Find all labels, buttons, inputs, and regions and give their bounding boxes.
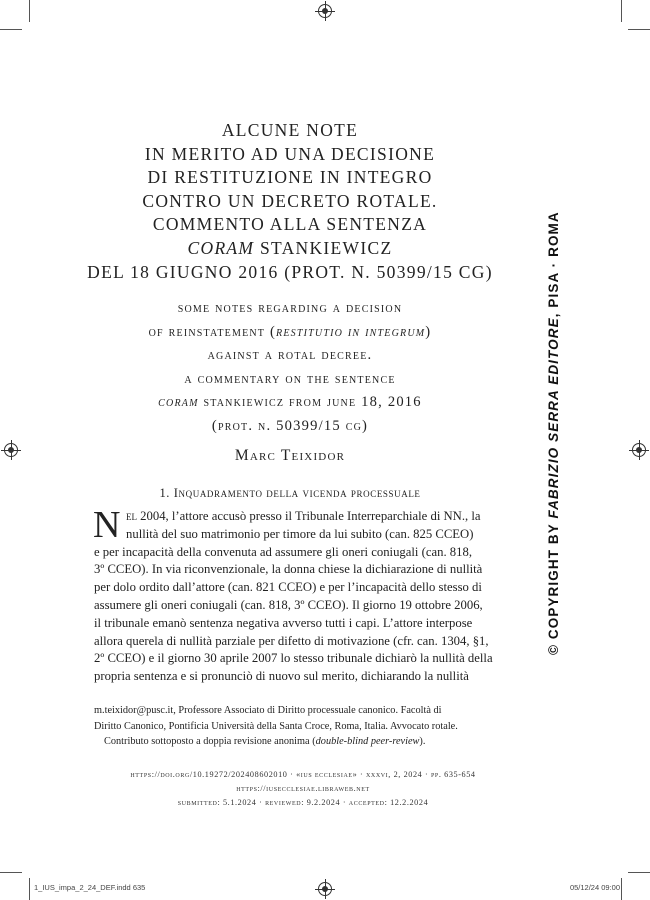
section-heading: 1. Inquadramento della vicenda processuale [159,486,421,500]
crop-mark-top-left-v [29,0,30,22]
title-italic: coram [158,394,199,411]
title-line: (prot. n. 50399/15 cg) [211,417,369,434]
title-line: a commentary on the sentence [184,370,396,387]
copyright-text: © COPYRIGHT BY [546,518,561,655]
crop-mark-top-right-h [628,29,650,30]
title-text: STANKIEWICZ [254,237,393,258]
title-line: DI RESTITUZIONE IN INTEGRO [147,167,433,188]
body-text: 2004, l’attore accusò presso il Tribunale Interreparchiale di NN., la [137,509,481,523]
footnote-text: Contributo sottoposto a doppia revisione anonima ( [104,736,316,747]
body-line: allora querela di nullità parziale per difetto di motivazione (cfr. can. 1304, §1, [94,633,489,648]
print-slug-date: 05/12/24 09:00 [569,883,620,892]
crop-mark-bottom-right-v [621,878,622,900]
footnote-italic: double-blind peer-review [315,736,420,747]
crop-mark-bottom-left-v [29,878,30,900]
title-line: IN MERITO AD UNA DECISIONE [144,143,436,164]
crop-mark-bottom-left-h [0,872,22,873]
drop-cap: N [93,504,121,546]
print-slug-file: 1_IUS_impa_2_24_DEF.indd 635 [34,883,146,892]
article-title-italian [80,119,500,284]
footnote-line: Diritto Canonico, Pontificia Università della Santa Croce, Roma, Italia. Avvocato rotale. [94,720,458,732]
title-italic: CORAM [187,237,255,258]
title-line: some notes regarding a decision [177,300,403,316]
title-text: stankiewicz from june 18, 2016 [198,394,422,411]
footnote-line: m.teixidor@pusc.it, Professore Associato di Diritto processuale canonico. Facoltà di [94,705,442,716]
publication-metadata [94,768,512,809]
title-line: against a rotal decree. [207,347,373,364]
body-line: 3º CCEO). In via riconvenzionale, la donna chiese la dichiarazione di nullità [94,562,483,577]
body-line: propria sentenza e si pronunciò di nuovo sul merito, dichiarando la nullità [94,669,469,684]
body-line: 2º CCEO) e il giorno 30 aprile 2007 lo stesso tribunale dichiarò la nullità della [94,651,493,666]
title-line: CONTRO UN DECRETO ROTALE. [142,190,438,211]
body-smallcaps: el [126,509,137,523]
title-line: ALCUNE NOTE [221,120,359,140]
copyright-notice [546,211,561,655]
title-italic: restitutio in integrum [276,323,426,340]
title-line: DEL 18 GIUGNO 2016 (PROT. N. 50399/15 CG) [87,261,493,282]
body-line: assumere gli oneri coniugali (can. 818, 3º CCEO). Il giorno 19 ottobre 2006, [94,597,483,612]
footnote-line [94,734,512,750]
registration-mark-top-icon [318,4,332,18]
footnote-text: ). [419,736,426,747]
author-name: Marc Teixidor [234,447,346,464]
body-paragraph [93,504,512,686]
body-line [94,508,512,526]
title-line [80,391,500,415]
title-text: of reinstatement ( [148,323,277,340]
body-line: il tribunale emanò sentenza negativa avverso tutti i capi. L’attore interpose [94,615,473,630]
title-line: COMMENTO ALLA SENTENZA [152,214,428,235]
crop-mark-top-left-h [0,29,22,30]
registration-mark-left-icon [4,443,18,457]
crop-mark-bottom-right-h [628,872,650,873]
article-title-english [80,297,500,439]
journal-url: https://iusecclesiae.libraweb.net [236,783,370,793]
doi-line: https://doi.org/10.19272/202408602010 · «ius ecclesiae» · xxxvi, 2, 2024 · pp. 635-654 [130,770,476,779]
copyright-text: , PISA · ROMA [546,211,561,318]
author-footnote [94,703,512,750]
title-line [80,321,500,345]
body-line: per dolo ordito dall’attore (can. 821 CCEO) e per l’incapacità dello stesso di [94,580,482,595]
crop-mark-top-right-v [621,0,622,22]
body-line: nullità del suo matrimonio per timore da lui subito (can. 825 CCEO) [126,526,474,541]
registration-mark-right-icon [632,443,646,457]
registration-mark-bottom-icon [318,882,332,896]
publisher-name: FABRIZIO SERRA EDITORE [546,317,561,519]
title-line [80,237,500,261]
review-dates: submitted: 5.1.2024 · reviewed: 9.2.2024 · accepted: 12.2.2024 [177,797,429,807]
title-text: ) [425,323,432,340]
body-line: e per incapacità della convenuta ad assumere gli oneri coniugali (can. 818, [94,544,472,559]
